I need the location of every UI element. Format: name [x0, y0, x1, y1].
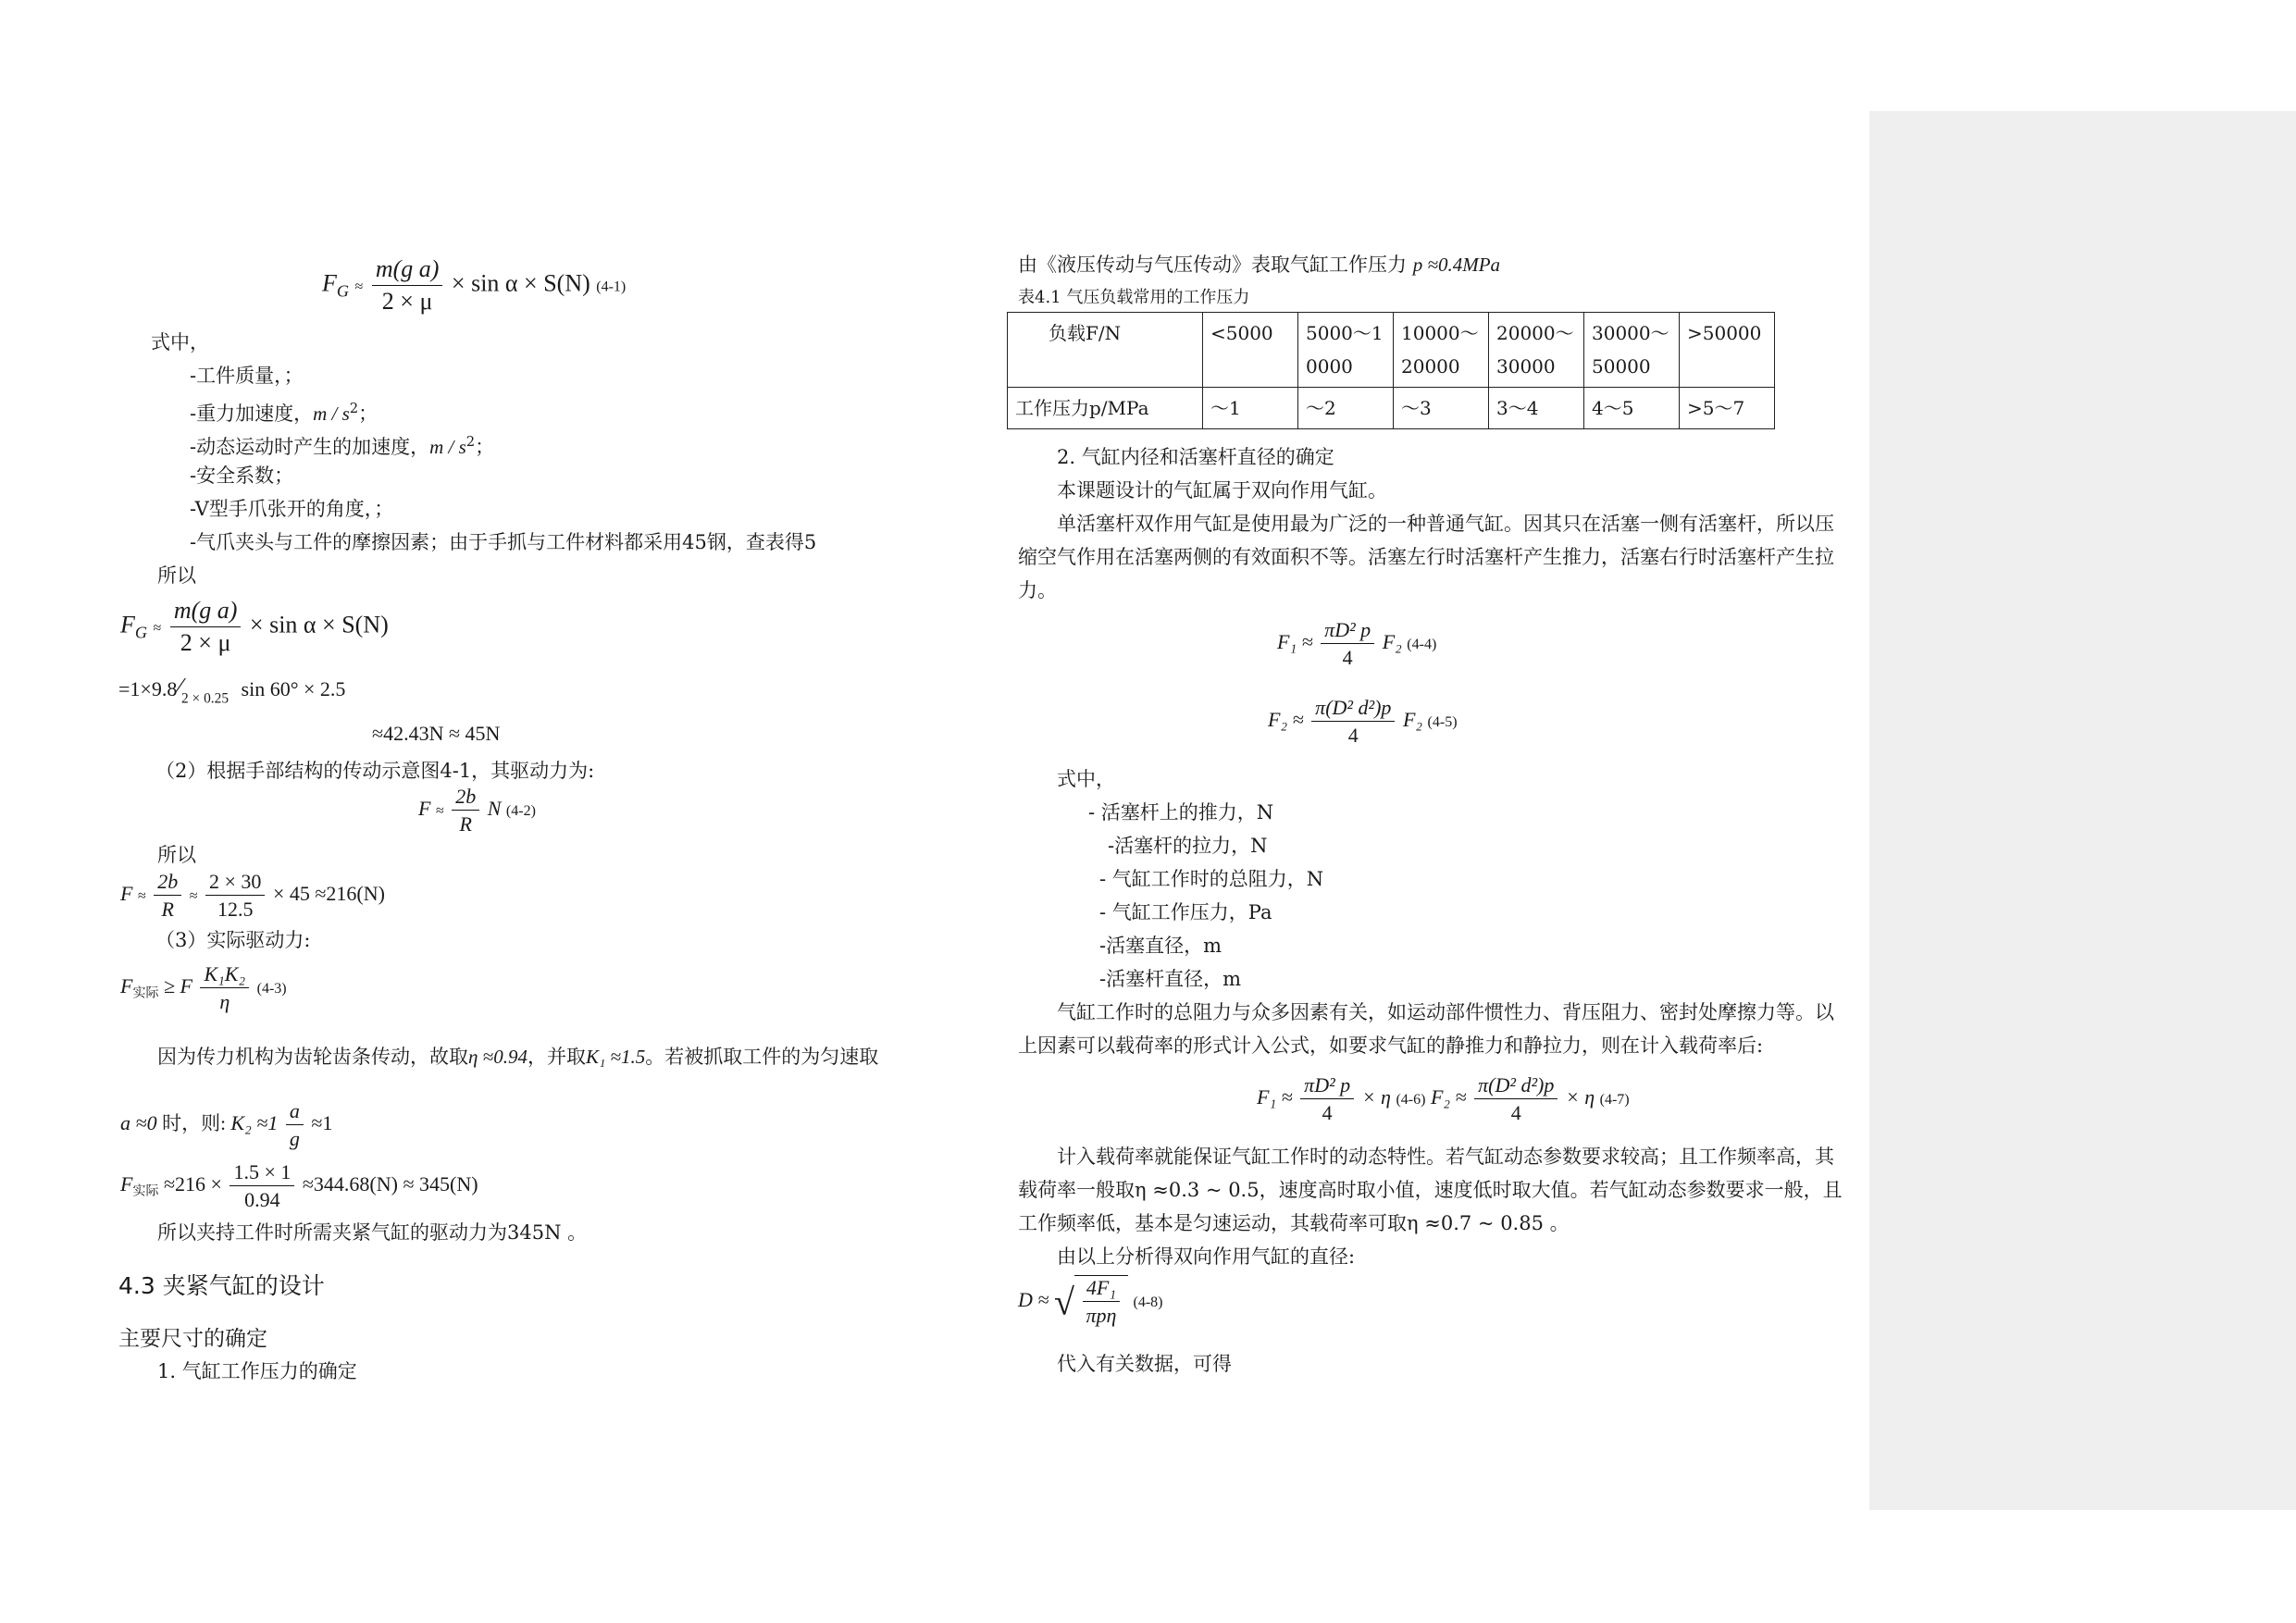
equation-final-force: $F_{实际} \approx 216$ × $\frac{1.5 \times 1}{0.94}$ ≈344.68(N) ≈ 345(N) — [120, 1160, 478, 1212]
table-cell: ～2 — [1298, 388, 1394, 429]
table-cell: 10000～ 20000 — [1394, 313, 1489, 388]
table-cell: 工作压力p/MPa — [1008, 388, 1203, 429]
suoyi-1: 所以 — [157, 564, 196, 587]
table-caption: 表4.1 气压负载常用的工作压力 — [1018, 288, 1250, 307]
heading-main-dimensions: 主要尺寸的确定 — [118, 1327, 267, 1351]
table-cell: ～3 — [1394, 388, 1489, 429]
def-total-resistance: - 气缸工作时的总阻力，N — [1099, 868, 1324, 890]
intro-pressure: 由《液压传动与气压传动》表取气缸工作压力 p ≈0.4MPa — [1018, 254, 1501, 276]
page-sidebar — [1869, 111, 2296, 1510]
table-cell: 3～4 — [1489, 388, 1584, 429]
equation-4-2: F ≈ $\frac{2b}{R}$ N (4-2) — [418, 785, 536, 836]
item-1: 1. 气缸工作压力的确定 — [157, 1360, 357, 1382]
calc-line: $=1\times 9.8⁄_{2 \times 0.25}$ sin 60° × 2.5 — [118, 674, 346, 707]
heading-4-3: 4.3 夹紧气缸的设计 — [118, 1272, 325, 1299]
paragraph-resistance-2: 上因素可以载荷率的形式计入公式，如要求气缸的静推力和静拉力，则在计入载荷率后: — [1018, 1035, 1764, 1057]
def-working-pressure: - 气缸工作压力，Pa — [1099, 901, 1272, 923]
paragraph-double-acting: 本课题设计的气缸属于双向作用气缸。 — [1057, 479, 1387, 502]
table-row — [1008, 313, 1775, 388]
equation-4-1: $F_G$ ≈ $\frac{\text{m(g a)}}{2 \times \mu}$ × sin α × S(N) (4-1) — [322, 255, 627, 315]
equations-4-6-4-7: F₁ ≈ $\frac{\text{πD² p}}{4}$ × η (4-6) F₂ ≈ $\frac{\text{π(D² d²)p}}{4}$ × η (4-7) — [1257, 1073, 1630, 1125]
def-angle: -V型手爪张开的角度，； — [190, 498, 394, 520]
paragraph-single-rod-2: 缩空气作用在活塞两侧的有效面积不等。活塞左行时活塞杆产生推力，活塞右行时活塞杆产生拉 — [1018, 546, 1834, 568]
def-piston-diameter: -活塞直径，m — [1099, 935, 1222, 957]
paragraph-resistance-1: 气缸工作时的总阻力与众多因素有关，如运动部件惯性力、背压阻力、密封处摩擦力等。以 — [1057, 1001, 1834, 1023]
suoyi-2: 所以 — [157, 844, 196, 866]
table-cell: 30000～ 50000 — [1584, 313, 1680, 388]
def-push-force: - 活塞杆上的推力，N — [1088, 801, 1274, 824]
table-row — [1008, 388, 1775, 429]
def-mass: -工件质量，； — [190, 365, 304, 387]
conclusion: 所以夹持工件时所需夹紧气缸的驱动力为345N 。 — [157, 1221, 588, 1244]
table-cell: <5000 — [1203, 313, 1298, 388]
def-friction: -气爪夹头与工件的摩擦因素；由于手抓与工件材料都采用45钢，查表得5 — [190, 531, 817, 553]
paragraph-diameter-intro: 由以上分析得双向作用气缸的直径: — [1057, 1245, 1356, 1268]
table-cell: 5000～1 0000 — [1298, 313, 1394, 388]
def-pull-force: -活塞杆的拉力，N — [1108, 835, 1268, 857]
equation-4-2-calc: F ≈ $\frac{2b}{R}$ ≈ $\frac{2 \times 30}{12.5}$ × 45 ≈216(N) — [120, 870, 385, 922]
paragraph-single-rod-3: 力。 — [1018, 579, 1057, 601]
paragraph-load-rate-2: 载荷率一般取η ≈0.3 ~ 0.5，速度高时取小值，速度低时取大值。若气缸动态参数要求一般，且 — [1018, 1179, 1843, 1201]
equation-4-8: D ≈ √ $\frac{\text{4F₁}}{\text{πpη}}$ (4-8) — [1018, 1276, 1163, 1328]
paragraph-substitute: 代入有关数据，可得 — [1057, 1353, 1232, 1375]
table-cell: >5～7 — [1680, 388, 1775, 429]
step-3: （3）实际驱动力: — [155, 929, 311, 951]
pressure-table — [1007, 312, 1775, 429]
shizhong-label-right: 式中， — [1057, 768, 1115, 790]
table-cell: 负载F/N — [1008, 313, 1203, 388]
item-2: 2. 气缸内径和活塞杆直径的确定 — [1057, 446, 1334, 468]
shizhong-label: 式中， — [151, 331, 209, 353]
def-gravity: -重力加速度，m / $s^2$； — [190, 401, 379, 426]
table-cell: ～1 — [1203, 388, 1298, 429]
equation-4-1-repeat: $F_G$ ≈ $\frac{\text{m(g a)}}{2 \times \mu}$ × sin α × S(N) — [120, 597, 389, 656]
step-2: （2）根据手部结构的传动示意图4-1，其驱动力为: — [155, 760, 595, 782]
table-cell: 4～5 — [1584, 388, 1680, 429]
equation-k2: a ≈0 时，则: K₂ ≈1 $\frac{a}{g}$ ≈1 — [120, 1099, 333, 1151]
table-cell: 20000～ 30000 — [1489, 313, 1584, 388]
equation-4-3: $F_{实际} \ge F$ $\frac{\text{K₁K₂}}{\eta}$ (4-3) — [120, 962, 287, 1014]
def-accel: -动态运动时产生的加速度，m / $s^2$； — [190, 434, 495, 459]
equation-4-4: F₁ ≈ $\frac{\text{πD² p}}{4}$ F₂ (4-4) — [1277, 618, 1437, 670]
paragraph-single-rod-1: 单活塞杆双作用气缸是使用最为广泛的一种普通气缸。因其只在活塞一侧有活塞杆，所以压 — [1057, 513, 1834, 535]
equation-4-5: F₂ ≈ $\frac{\text{π(D² d²)p}}{4}$ F₂ (4-5) — [1268, 696, 1458, 748]
def-rod-diameter: -活塞杆直径，m — [1099, 968, 1242, 990]
paragraph-load-rate-1: 计入载荷率就能保证气缸工作时的动态特性。若气缸动态参数要求较高；且工作频率高，其 — [1057, 1146, 1834, 1168]
paragraph-gear: 因为传力机构为齿轮齿条传动，故取η ≈0.94，并取K₁ ≈1.5。若被抓取工件的为匀速取 — [157, 1046, 879, 1068]
table-cell: >50000 — [1680, 313, 1775, 388]
result-42-43: ≈42.43N ≈ 45N — [372, 722, 501, 745]
paragraph-load-rate-3: 工作频率低，基本是匀速运动，其载荷率可取η ≈0.7 ~ 0.85 。 — [1018, 1212, 1570, 1234]
def-safety: -安全系数； — [190, 465, 294, 487]
